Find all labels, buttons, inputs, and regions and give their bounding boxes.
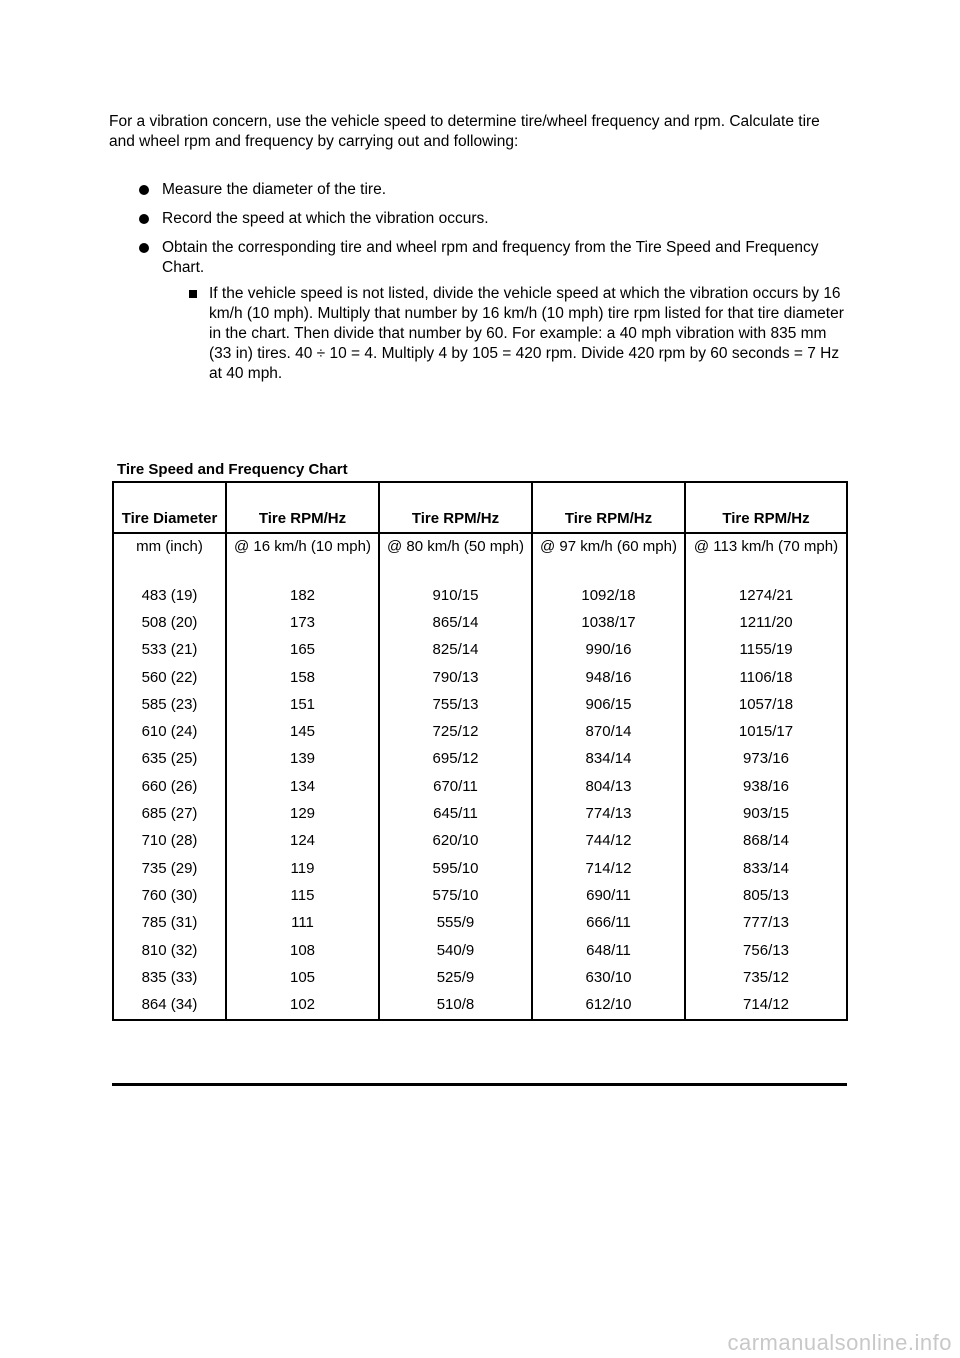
table-cell: 865/14 (379, 609, 532, 636)
units-cell: mm (inch) (113, 533, 226, 582)
table-row (113, 910, 847, 937)
bullet-text: Record the speed at which the vibration occurs. (162, 210, 489, 227)
table-cell: 151 (226, 691, 379, 718)
table-row (113, 882, 847, 909)
bullet-dot-icon (139, 185, 149, 195)
chart-title: Tire Speed and Frequency Chart (117, 461, 348, 478)
table-cell: 868/14 (685, 828, 847, 855)
table-cell: 111 (226, 910, 379, 937)
table-cell: 666/11 (532, 910, 685, 937)
table-cell: 948/16 (532, 664, 685, 691)
column-header: Tire RPM/Hz (685, 482, 847, 533)
sub-bullet-text: If the vehicle speed is not listed, divide the vehicle speed at which the vibration occurs by 16 km/h (10 mph). Multiply that number by 16 km/h (10 mph) tire rpm listed for that tire diameter in the chart. Then divide that number by 60. For example: a 40 mph vibration with 835 mm (33 in) tires. 40 ÷ 10 = 4. Multiply 4 by 105 = 420 rpm. Divide 420 rpm by 60 seconds = 7 Hz at 40 mph. (209, 285, 844, 382)
table-cell: 139 (226, 746, 379, 773)
table-row (113, 718, 847, 745)
bullet-item (162, 209, 852, 229)
table-cell: 119 (226, 855, 379, 882)
units-cell: @ 97 km/h (60 mph) (532, 533, 685, 582)
table-cell: 695/12 (379, 746, 532, 773)
table-cell: 690/11 (532, 882, 685, 909)
table-cell: 560 (22) (113, 664, 226, 691)
table-cell: 540/9 (379, 937, 532, 964)
table-cell: 508 (20) (113, 609, 226, 636)
table-cell: 1155/19 (685, 637, 847, 664)
bullet-dot-icon (139, 214, 149, 224)
table-row (113, 637, 847, 664)
table-row (113, 691, 847, 718)
table-cell: 635 (25) (113, 746, 226, 773)
table-cell: 790/13 (379, 664, 532, 691)
table-cell: 760 (30) (113, 882, 226, 909)
table-header-row (113, 482, 847, 533)
table-cell: 1211/20 (685, 609, 847, 636)
table-cell: 1106/18 (685, 664, 847, 691)
table-cell: 714/12 (685, 991, 847, 1019)
table-cell: 1092/18 (532, 582, 685, 609)
table-cell: 612/10 (532, 991, 685, 1019)
table-cell: 725/12 (379, 718, 532, 745)
table-cell: 755/13 (379, 691, 532, 718)
table-row (113, 828, 847, 855)
column-header: Tire RPM/Hz (379, 482, 532, 533)
table-cell: 182 (226, 582, 379, 609)
column-header: Tire RPM/Hz (226, 482, 379, 533)
table-cell: 777/13 (685, 910, 847, 937)
column-header: Tire RPM/Hz (532, 482, 685, 533)
bullet-text: Measure the diameter of the tire. (162, 181, 387, 198)
table-cell: 105 (226, 964, 379, 991)
table-cell: 756/13 (685, 937, 847, 964)
units-cell: @ 80 km/h (50 mph) (379, 533, 532, 582)
table-cell: 134 (226, 773, 379, 800)
table-cell: 115 (226, 882, 379, 909)
table-cell: 620/10 (379, 828, 532, 855)
bullet-item (162, 180, 852, 200)
column-header: Tire Diameter (113, 482, 226, 533)
table-cell: 735 (29) (113, 855, 226, 882)
table-row (113, 800, 847, 827)
table-cell: 145 (226, 718, 379, 745)
table-cell: 575/10 (379, 882, 532, 909)
table-cell: 173 (226, 609, 379, 636)
table-cell: 685 (27) (113, 800, 226, 827)
table-cell: 834/14 (532, 746, 685, 773)
table-row (113, 937, 847, 964)
bottom-divider (112, 1083, 847, 1086)
units-cell: @ 16 km/h (10 mph) (226, 533, 379, 582)
table-cell: 648/11 (532, 937, 685, 964)
table-cell: 833/14 (685, 855, 847, 882)
table-cell: 124 (226, 828, 379, 855)
table-cell: 585 (23) (113, 691, 226, 718)
table-cell: 165 (226, 637, 379, 664)
table-row (113, 991, 847, 1019)
table-cell: 785 (31) (113, 910, 226, 937)
table-cell: 1274/21 (685, 582, 847, 609)
table-cell: 903/15 (685, 800, 847, 827)
table-cell: 129 (226, 800, 379, 827)
table-cell: 714/12 (532, 855, 685, 882)
sub-bullet-item (209, 284, 849, 384)
table-cell: 774/13 (532, 800, 685, 827)
table-cell: 825/14 (379, 637, 532, 664)
square-bullet-icon (189, 290, 197, 298)
table-cell: 1038/17 (532, 609, 685, 636)
table-cell: 938/16 (685, 773, 847, 800)
table-cell: 1057/18 (685, 691, 847, 718)
table-cell: 595/10 (379, 855, 532, 882)
table-cell: 102 (226, 991, 379, 1019)
bullet-dot-icon (139, 243, 149, 253)
table-cell: 810 (32) (113, 937, 226, 964)
table-cell: 804/13 (532, 773, 685, 800)
table-cell: 108 (226, 937, 379, 964)
table-cell: 735/12 (685, 964, 847, 991)
table-cell: 910/15 (379, 582, 532, 609)
table-row (113, 746, 847, 773)
tire-speed-frequency-table (112, 481, 848, 1021)
table-cell: 835 (33) (113, 964, 226, 991)
bullet-item (162, 238, 852, 278)
watermark: carmanualsonline.info (727, 1330, 952, 1355)
table-cell: 990/16 (532, 637, 685, 664)
table-cell: 630/10 (532, 964, 685, 991)
table-cell: 510/8 (379, 991, 532, 1019)
bullet-text: Obtain the corresponding tire and wheel rpm and frequency from the Tire Speed and Frequency Chart. (162, 239, 819, 276)
table-cell: 1015/17 (685, 718, 847, 745)
table-cell: 645/11 (379, 800, 532, 827)
table-row (113, 582, 847, 609)
table-cell: 525/9 (379, 964, 532, 991)
units-row (113, 533, 847, 582)
table-cell: 710 (28) (113, 828, 226, 855)
table-cell: 660 (26) (113, 773, 226, 800)
table-cell: 555/9 (379, 910, 532, 937)
table-cell: 158 (226, 664, 379, 691)
table-row (113, 664, 847, 691)
table-cell: 906/15 (532, 691, 685, 718)
table-cell: 973/16 (685, 746, 847, 773)
table-row (113, 773, 847, 800)
table-cell: 870/14 (532, 718, 685, 745)
table-cell: 744/12 (532, 828, 685, 855)
intro-paragraph: For a vibration concern, use the vehicle speed to determine tire/wheel frequency and rpm. Calculate tire and wheel rpm and frequency by carrying out and following: (109, 113, 820, 150)
table-cell: 483 (19) (113, 582, 226, 609)
table-row (113, 855, 847, 882)
table-cell: 610 (24) (113, 718, 226, 745)
table-cell: 670/11 (379, 773, 532, 800)
table-cell: 805/13 (685, 882, 847, 909)
units-cell: @ 113 km/h (70 mph) (685, 533, 847, 582)
table-row (113, 964, 847, 991)
table-cell: 533 (21) (113, 637, 226, 664)
table-cell: 864 (34) (113, 991, 226, 1019)
table-row (113, 609, 847, 636)
